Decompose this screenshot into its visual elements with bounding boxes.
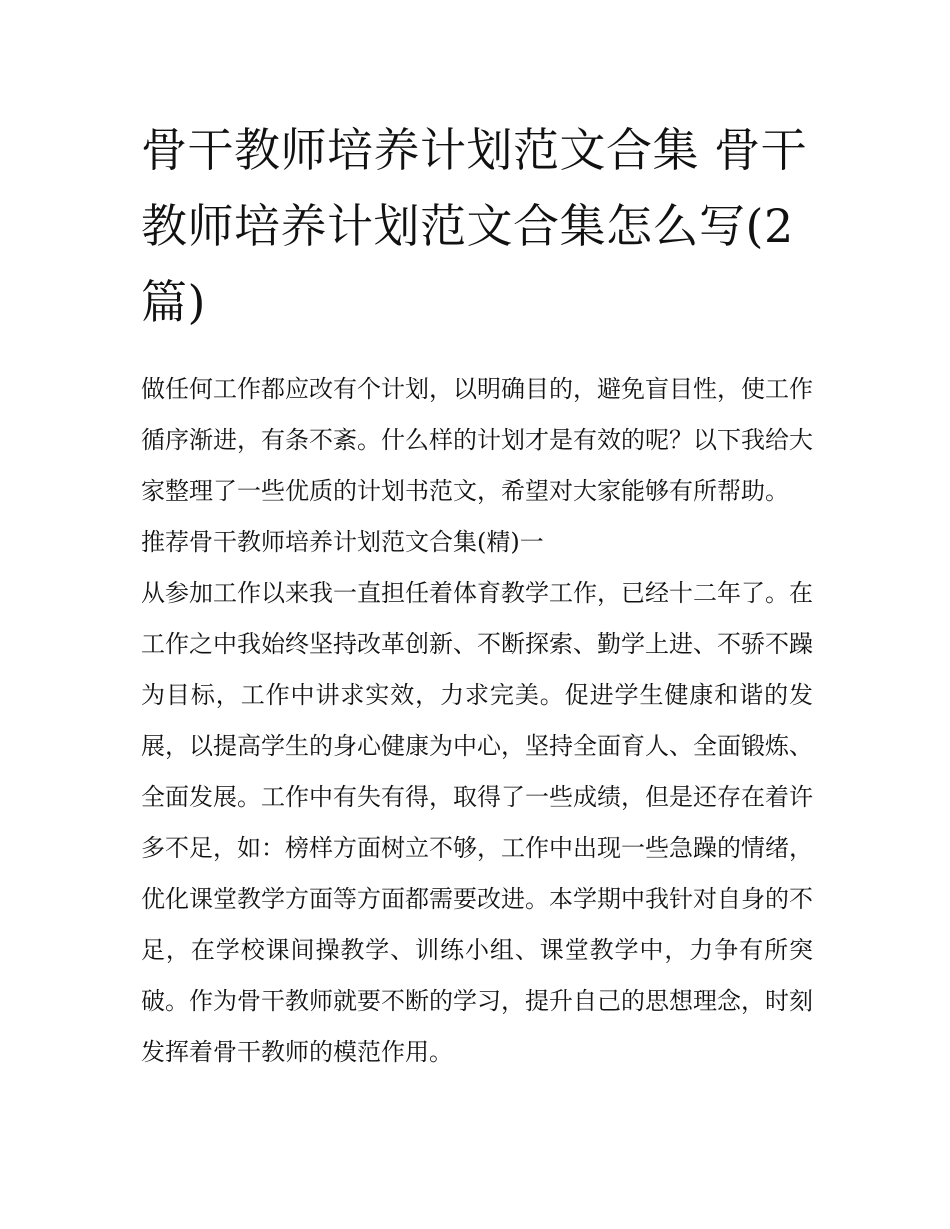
document-body — [141, 364, 813, 1078]
document-title: 骨干教师培养计划范文合集 骨干教师培养计划范文合集怎么写(2篇) — [141, 123, 808, 329]
body-paragraph: 从参加工作以来我一直担任着体育教学工作，已经十二年了。在工作之中我始终坚持改革创新、不断探索、勤学上进、不骄不躁为目标，工作中讲求实效，力求完美。促进学生健康和谐的发展，以提高学生的身心健康为中心，坚持全面育人、全面锻炼、全面发展。工作中有失有得，取得了一些成绩，但是还存在着许多不足，如：榜样方面树立不够，工作中出现一些急躁的情绪，优化课堂教学方面等方面都需要改进。本学期中我针对自身的不足，在学校课间操教学、训练小组、课堂教学中，力争有所突破。作为骨干教师就要不断的学习，提升自己的思想理念，时刻发挥着骨干教师的模范作用。 — [141, 579, 813, 1066]
intro-paragraph: 做任何工作都应改有个计划，以明确目的，避免盲目性，使工作循序渐进，有条不紊。什么样的计划才是有效的呢？以下我给大家整理了一些优质的计划书范文，希望对大家能够有所帮助。 — [141, 375, 813, 505]
section-heading: 推荐骨干教师培养计划范文合集(精)一 — [141, 528, 544, 556]
document-page — [141, 112, 813, 1078]
